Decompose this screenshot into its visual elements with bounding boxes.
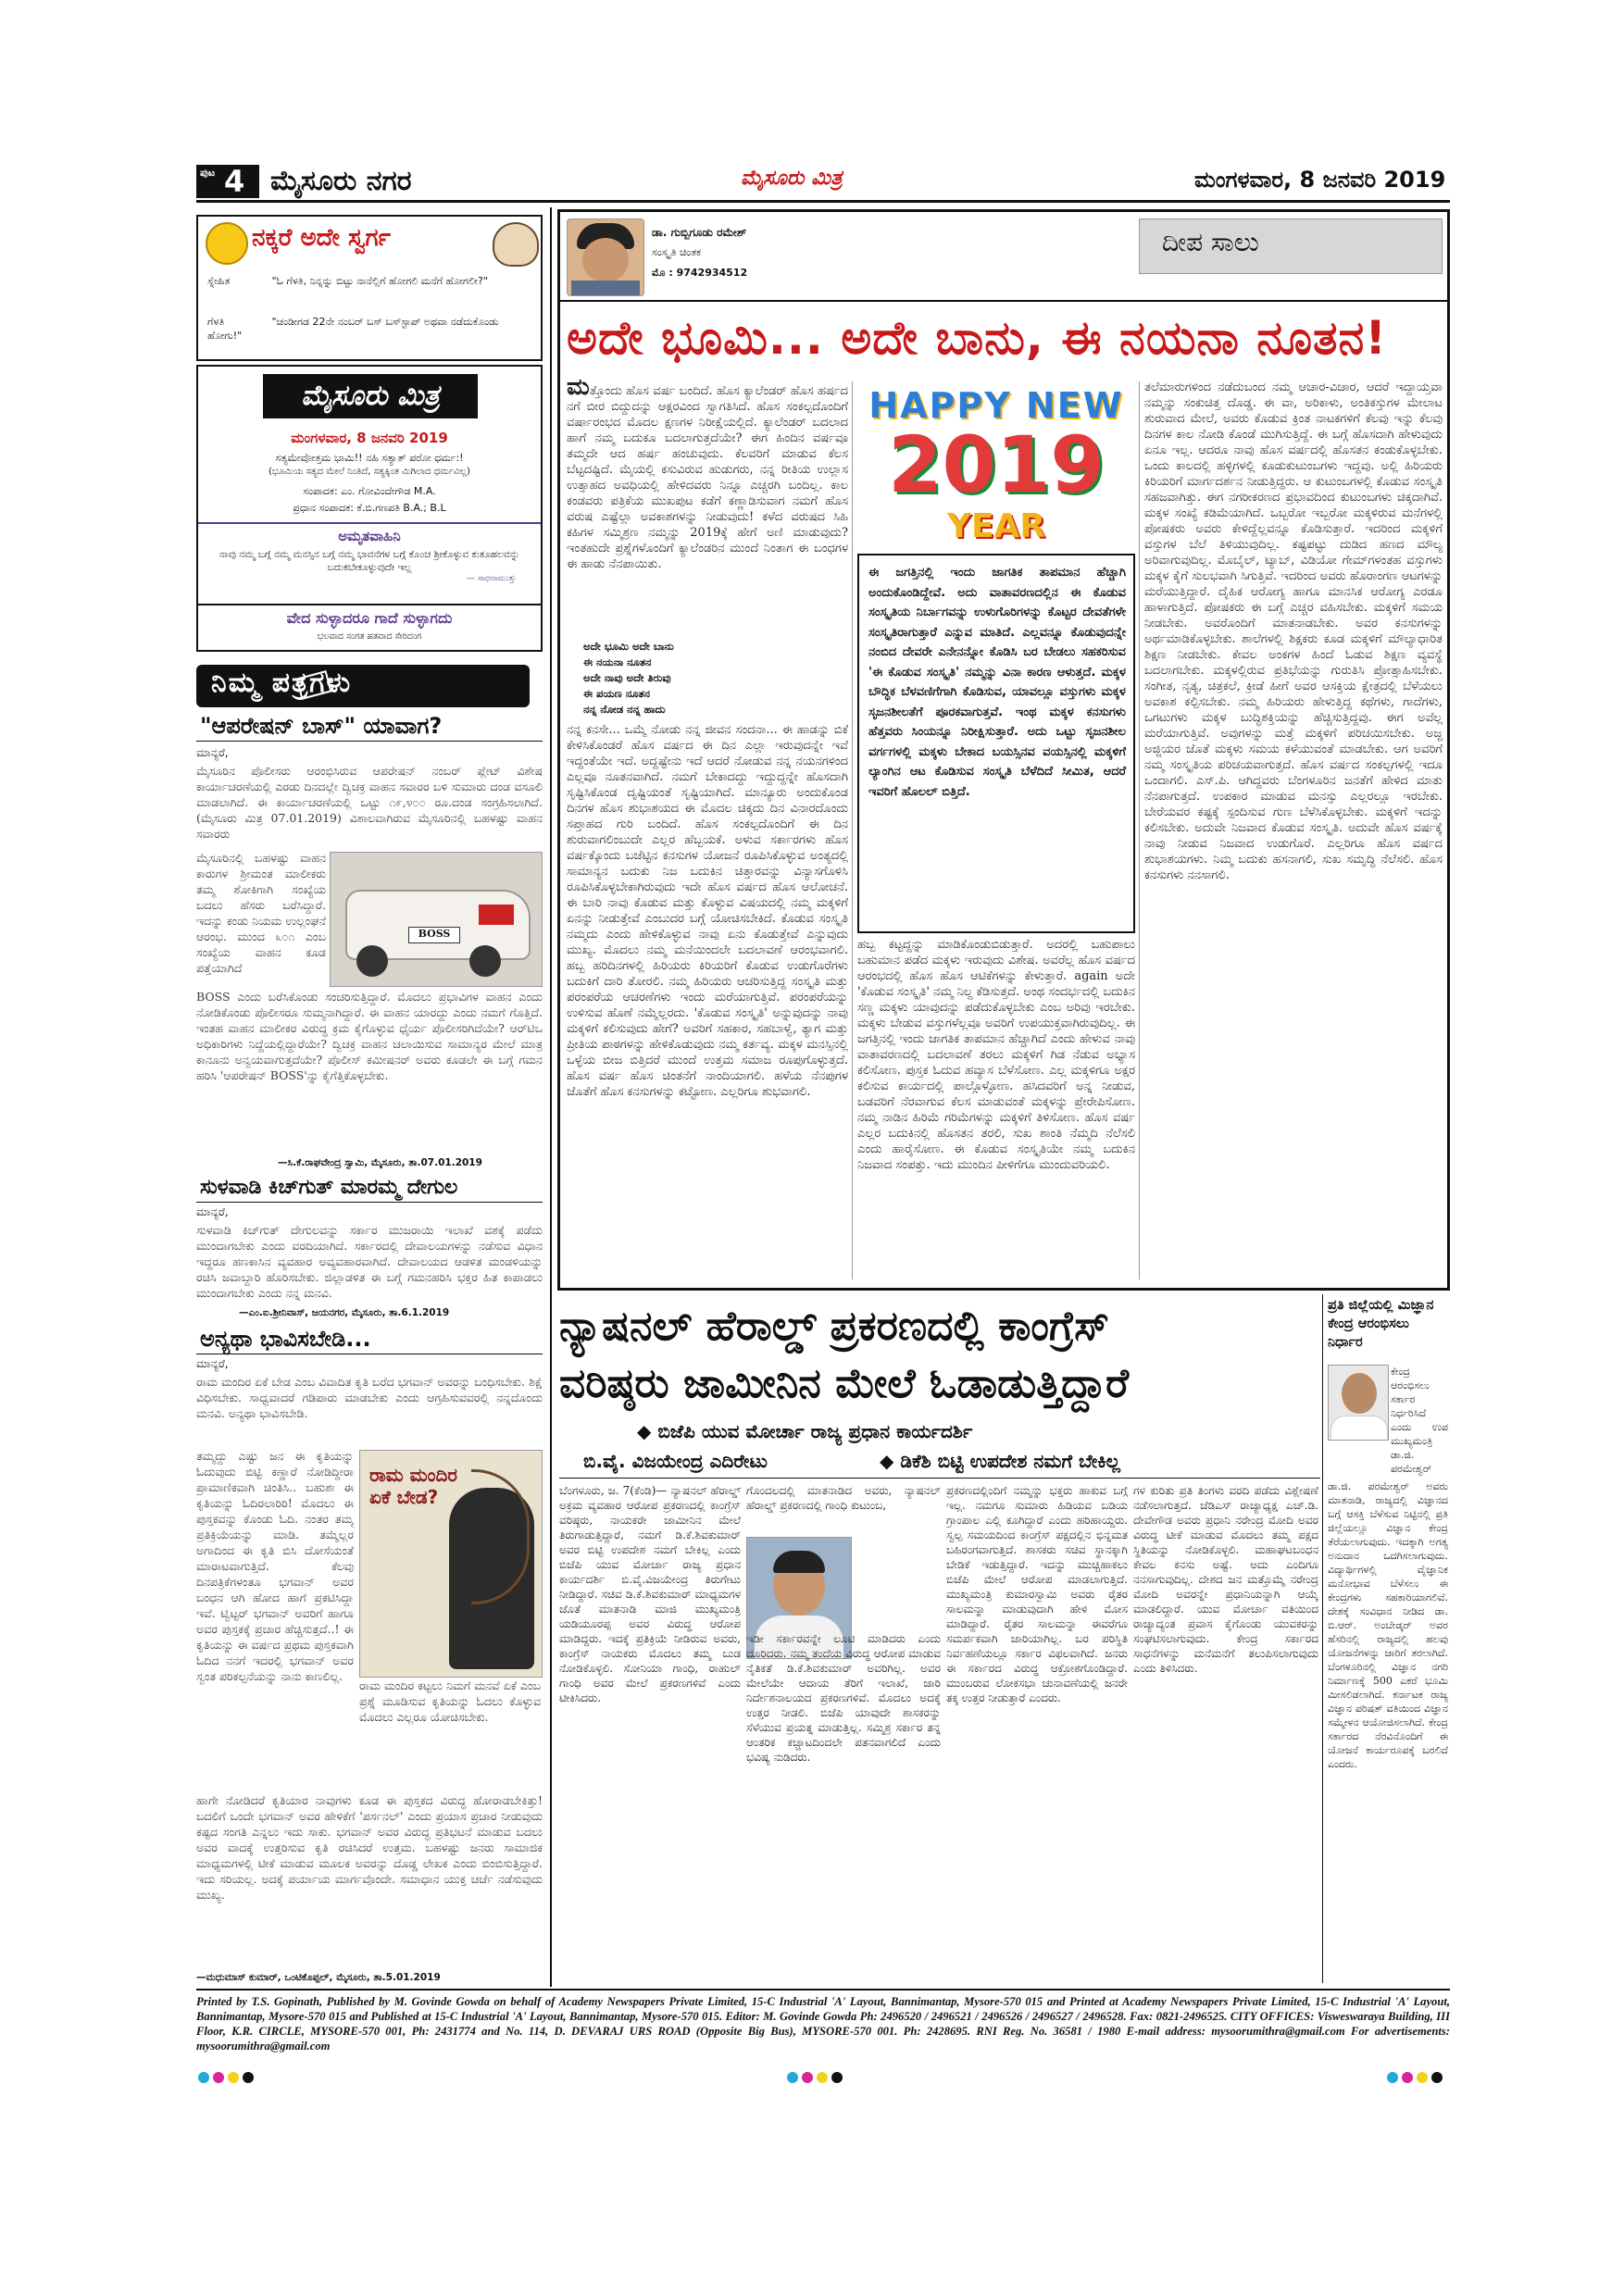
herald-headline-1: ನ್ಯಾಷನಲ್ ಹೆರಾಲ್ಡ್ ಪ್ರಕರಣದಲ್ಲಿ ಕಾಂಗ್ರೆಸ್ [559,1303,1109,1350]
nakkare-who-2: ಗೆಳತಿ [207,316,225,328]
proverb-verse: ವೇದ ಸುಳ್ಳಾದರೂ ಗಾದೆ ಸುಳ್ಳಾಗದು [286,609,453,627]
letter-2-rule [196,1202,543,1203]
nakkare-title: ನಕ್ಕರೆ ಅದೇ ಸ್ವರ್ಗ [252,224,391,252]
footer-imprint: Printed by T.S. Gopinath, Published by M. Govinde Gowda on behalf of Academy Newspapers Private Limited, 15-C Industrial 'A' Layout, Bannimantap, Mysore-570 015 and Printed at Academy Newspapers Private Limited, 15-C Industrial 'A' Layout, Bannimantap, Mysore-570 015 and Published at 15-C Industrial 'A' Layout, Bannimantap, Mysore-570 015. Editor: M. Govinde Gowda Ph: 2496520 / 2496521 / 2496526 / 2496527 / 2496528. Fax: 0821-2496525. CITY OFFICES: Visweswaraya Building, III Floor, K.R. CIRCLE, MYSORE-570 001, Ph: 2431774 and No. 114, D. DEVARAJ URS ROAD (Opposite Big Bus), MYSORE-570 001. Ph: 2428695. RNI Reg. No. 36581 / 1980 E-mail address: mysoorumithra@gmail.com For advertisements: mysoorumithra@gmail.com [196,1995,1450,2053]
imprint-chief-editor: ಪ್ರಧಾನ ಸಂಪಾದಕ: ಕೆ.ಬಿ.ಗಣಪತಿ B.A.; B.L [293,502,446,514]
registration-dot-yellow-right [1417,2072,1428,2083]
car-wheel-left [356,945,388,977]
right-story-body: ಡಾ.ಜಿ. ಪರಮೇಶ್ವರ್ ಅವರು ಮಾತನಾಡಿ, ರಾಜ್ಯದಲ್ಲಿ ವಿಜ್ಞಾನದ ಬಗ್ಗೆ ಆಸಕ್ತಿ ಬೆಳೆಸುವ ನಿಟ್ಟಿನಲ್ಲಿ ಪ್ರತಿ ಜಿಲ್ಲೆಯಲ್ಲೂ ವಿಜ್ಞಾನ ಕೇಂದ್ರ ತೆರೆಯಲಾಗುವುದು. ಇದಕ್ಕಾಗಿ ಅಗತ್ಯ ಅನುದಾನ ಒದಗಿಸಲಾಗುವುದು. ವಿದ್ಯಾರ್ಥಿಗಳಲ್ಲಿ ವೈಜ್ಞಾನಿಕ ಮನೋಭಾವ ಬೆಳೆಸಲು ಈ ಕೇಂದ್ರಗಳು ಸಹಕಾರಿಯಾಗಲಿವೆ. ದೇಶಕ್ಕೆ ಸಂವಿಧಾನ ನೀಡಿದ ಡಾ. ಬಿ.ಆರ್. ಅಂಬೇಡ್ಕರ್ ಅವರ ಹೆಸರಿನಲ್ಲಿ ರಾಜ್ಯದಲ್ಲಿ ಹಲವು ಯೋಜನೆಗಳನ್ನು ಜಾರಿಗೆ ತರಲಾಗಿದೆ. ಬೆಂಗಳೂರಿನಲ್ಲಿ ವಿಜ್ಞಾನ ನಗರಿ ನಿರ್ಮಾಣಕ್ಕೆ 500 ಎಕರೆ ಭೂಮಿ ಮೀಸಲಿಡಲಾಗಿದೆ. ಕರ್ನಾಟಕ ರಾಜ್ಯ ವಿಜ್ಞಾನ ಪರಿಷತ್ ವತಿಯಿಂದ ವಿಜ್ಞಾನ ಸಮ್ಮೇಳನ ಆಯೋಜಿಸಲಾಗಿದೆ. ಕೇಂದ್ರ ಸರ್ಕಾರದ ನೆರವಿನೊಂದಿಗೆ ಈ ಯೋಜನೆ ಕಾರ್ಯರೂಪಕ್ಕೆ ಬರಲಿದೆ ಎಂದರು. [1328,1480,1448,1770]
herald-subhead: ◆ ಬಿಜೆಪಿ ಯುವ ಮೋರ್ಚಾ ರಾಜ್ಯ ಪ್ರಧಾನ ಕಾರ್ಯದರ್ಶಿ [637,1420,973,1442]
herald-col-2: ಗೊಂದಲದಲ್ಲಿ ಮಾತನಾಡಿದ ಅವರು, ನ್ಯಾಷನಲ್ ಹೆರಾಲ್ಡ್ ಪ್ರಕರಣದಲ್ಲಿ ಗಾಂಧಿ ಕುಟುಂಬ, ಇಡೀ ಸರ್ಕಾರವನ್ನೇ ಲೂಟಿ ಮಾಡಿದರು ಎಂದು ದೂರಿದರು. ನಮ್ಮ ತಂದೆಯ ವಿರುದ್ಧ ಆರೋಪ ಮಾಡುವ ನೈತಿಕತೆ ಡಿ.ಕೆ.ಶಿವಕುಮಾರ್ ಅವರಿಗಿಲ್ಲ. ಅವರ ಮೇಲೆಯೇ ಆದಾಯ ತೆರಿಗೆ ಇಲಾಖೆ, ಜಾರಿ ನಿರ್ದೇಶನಾಲಯದ ಪ್ರಕರಣಗಳಿವೆ. ಮೊದಲು ಅದಕ್ಕೆ ಉತ್ತರ ನೀಡಲಿ. ಬಿಜೆಪಿ ಯಾವುದೇ ಶಾಸಕರನ್ನು ಸೆಳೆಯುವ ಪ್ರಯತ್ನ ಮಾಡುತ್ತಿಲ್ಲ. ಸಮ್ಮಿಶ್ರ ಸರ್ಕಾರ ತನ್ನ ಆಂತರಿಕ ಕಚ್ಚಾಟದಿಂದಲೇ ಪತನವಾಗಲಿದೆ ಎಂದು ಭವಿಷ್ಯ ನುಡಿದರು. [746,1484,941,1764]
book-cover-title: ರಾಮ ಮಂದಿರ ಏಕೆ ಬೇಡ? [369,1464,458,1508]
poem-line-4: ಈ ಪಯಣ ನೂತನ [583,687,651,700]
registration-dot-black-left [243,2072,254,2083]
amrutha-title: ಅಮೃತವಾಹಿನಿ [338,528,401,544]
letter-2-body: ಸುಳವಾಡಿ ಕಿಚ್‌ಗುತ್ ದೇಗುಲವನ್ನು ಸರ್ಕಾರ ಮುಜರಾಯಿ ಇಲಾಖೆ ವಶಕ್ಕೆ ಪಡೆದು ಮುಂದಾಗಬೇಕು ಎಂದು ವರದಿಯಾಗಿದೆ. ಸರ್ಕಾರದಲ್ಲಿ ದೇವಾಲಯಗಳನ್ನು ನಡೆಸುವ ವಿಧಾನ ಇದ್ದರೂ ಹಣಕಾಸಿನ ವ್ಯವಹಾರ ಅವ್ಯವಹಾರವಾಗಿದೆ. ದೇವಾಲಯದ ಆಡಳಿತ ಮಂಡಳಿಯನ್ನು ರಚಿಸಿ ಜವಾಬ್ದಾರಿ ಹೊರಿಸಬೇಕು. ಜಿಲ್ಲಾಡಳಿತ ಈ ಬಗ್ಗೆ ಗಮನಹರಿಸಿ ಭಕ್ತರ ಹಿತ ಕಾಪಾಡಲು ಮುಂದಾಗಬೇಕು ಎಂದು ನನ್ನ ಮನವಿ. [196,1223,543,1300]
deepa-pullquote-box [857,554,1135,933]
nakkare-text-1: "ಓ ಗೆಳತಿ, ನಿನ್ನನ್ನು ಬಿಟ್ಟು ನಾನೆಲ್ಲಿಗೆ ಹೋಗಲಿ ಮನೆಗೆ ಹೋಗಲೀ?" [271,275,488,287]
herald-col-3: ಪ್ರಕರಣದಲ್ಲಿಂದಿಗೆ ನಮ್ಮನ್ನು ಭಕ್ತರು ಹಾಕುವ ಬಗ್ಗೆ ಇಲ್ಲ. ನಮಗೂ ಸುಮಾರು ಹಿಡಿಯವ ಬಡಿಯ ಗ್ರಾಂಪಾಲ ಎಲ್ಲಿ ಕೂಗಿದ್ದಾರೆ ಎಂದು ಹರಿಹಾಯ್ದರು. ಸ್ವಲ್ಪ ಸಮಯದಿಂದ ಕಾಂಗ್ರೆಸ್ ಪಕ್ಷದಲ್ಲಿನ ಭಿನ್ನಮತ ಬಹಿರಂಗವಾಗುತ್ತಿದೆ. ಶಾಸಕರು ಸಚಿವ ಸ್ಥಾನಕ್ಕಾಗಿ ಬೇಡಿಕೆ ಇಡುತ್ತಿದ್ದಾರೆ. ಇದನ್ನು ಮುಚ್ಚಿಹಾಕಲು ಬಿಜೆಪಿ ಮೇಲೆ ಆರೋಪ ಮಾಡಲಾಗುತ್ತಿದೆ. ಮುಖ್ಯಮಂತ್ರಿ ಕುಮಾರಸ್ವಾಮಿ ಅವರು ರೈತರ ಸಾಲಮನ್ನಾ ಮಾಡುವುದಾಗಿ ಹೇಳಿ ಮೋಸ ಮಾಡಿದ್ದಾರೆ. ರೈತರ ಸಾಲಮನ್ನಾ ಈವರೆಗೂ ಸಮರ್ಪಕವಾಗಿ ಜಾರಿಯಾಗಿಲ್ಲ. ಬರ ಪರಿಸ್ಥಿತಿ ನಿರ್ವಹಣೆಯಲ್ಲೂ ಸರ್ಕಾರ ವಿಫಲವಾಗಿದೆ. ಜನರು ಈ ಸರ್ಕಾರದ ವಿರುದ್ಧ ಆಕ್ರೋಶಗೊಂಡಿದ್ದಾರೆ. ಮುಂಬರುವ ಲೋಕಸಭಾ ಚುನಾವಣೆಯಲ್ಲಿ ಜನರೇ ತಕ್ಕ ಉತ್ತರ ನೀಡುತ್ತಾರೆ ಎಂದರು. [946,1484,1128,1704]
letters-header-text: ನಿಮ್ಮ ಪತ್ರಗಳು [211,667,353,699]
deepa-poem [583,639,674,718]
page-label [196,165,259,198]
author-face [582,238,629,282]
hny-year-word: YEAR [946,507,1046,545]
book-cover-image [359,1450,543,1678]
deepa-col-1: ಮತ್ತೊಂದು ಹೊಸ ವರ್ಷ ಬಂದಿದೆ. ಹೊಸ ಕ್ಯಾಲೆಂಡರ್ ಹೊಸ ಹರ್ಷದ ನಗೆ ಬೀರ ಬಿದ್ದುದನ್ನು ಆಕ್ಷರವಿಂದ ಸ್ವಾಗತಿಸಿದೆ. ಹೊಸ ಸಂಕಲ್ಪದೊಂದಿಗೆ ವರ್ಷಾರಂಭದ ಮೊದಲ ಕ್ಷಣಗಳ ನಿರೀಕ್ಷೆಯಲ್ಲಿದೆ. ಕ್ಯಾಲೆಂಡರ್ ಬದಲಾದ ಹಾಗೆ ನಮ್ಮ ಬದುಕೂ ಬದಲಾಗುತ್ತದೆಯೇ? ಈಗ ಹಿಂದಿನ ವರ್ಷವೂ ತಮ್ಮದೇ ಆದ ಹರ್ಷ ಹಂಚುವುದು. ಕೆಲವರಿಗೆ ಮಾಡುವ ಕೆಲಸ ಬೆಟ್ಟದಷ್ಟಿದೆ. ಮೈಯಲ್ಲಿ ಕಸುವಿರುವ ಹುಡುಗರು, ನನ್ನ ರೀತಿಯ ಉಲ್ಲಾಸ ಉತ್ಸಾಹದ ಅವಧಿಯಲ್ಲಿ ಹೇಳಿದವರು ನಿನ್ನೂ ಎಚ್ಚರಗಿ ಬಂದಿಲ್ಲ. ಕಾಲ ಕಂಡವರು ಪತ್ರಿಕೆಯ ಮುಖಪುಟ ಕಡೆಗೆ ಕಣ್ಣಾಡಿಸುವಾಗ ನಮಗೆ ಹೊಸ ವರುಷ ಎಷ್ಟೆಲ್ಲಾ ಅವಕಾಶಗಳನ್ನು ನೀಡುವುದು! ಕಳೆದ ವರುಷದ ಸಿಹಿ ಕಹಿಗಳ ಸಮ್ಮಿಶ್ರಣ ನಮ್ಮನ್ನು 2019ಕ್ಕೆ ಹೇಗೆ ಅಣಿ ಮಾಡುವುದು? ಇಂತಹುದೇ ಪ್ರಶ್ನೆಗಳೊಂದಿಗೆ ಕ್ಯಾಲೆಂಡರಿನ ಮುಂದೆ ನಿಂತಾಗ ಈ ಬಂಧಗಳ ಈ ಹಾಡು ನೆನಪಾಯಿತು. [567,380,848,571]
laugh-emoji-icon [206,222,248,265]
deepa-col-1b: ನನ್ನ ಕನಸೇ... ಒಮ್ಮೆ ನೋಡು ನನ್ನ ಜೀವನ ಸಂದನಾ... ಈ ಹಾಡನ್ನು ಬಿಕೆ ಕೇಳಿಸಿಕೊಂಡರೆ ಹೊಸ ವರ್ಷದ ಈ ದಿನ ಎಲ್ಲಾ ಇರುವುದನ್ನೇ ಇವೆ ಇದ್ದಂತೆಯೇ ಇದೆ. ಅದ್ದಷ್ಟೇನು ಇದೆ ಆದರೆ ನೋಡುವ ನನ್ನ ನಯನಗಳಿಂದ ಎಲ್ಲವೂ ನೂತನವಾಗಿದೆ. ನಮಗೆ ಬೇಕಾದದ್ದು ಇದ್ದುದ್ದನ್ನೇ ಹೊಸದಾಗಿ ಸೃಷ್ಟಿಸಿಕೊಂಡ ದೃಷ್ಟಿಯಂತೆ ಸೃಷ್ಟಿಯಾಗಿದೆ. ಮಾನ್ಯೂರು ಅಂದುಕೊಂಡ ದಿನಗಳ ಹೊಸ ಶುಭಾಶಯದ ಈ ಮೊದಲ ಚಿಕ್ಕದು ದಿನ ವಿನಾರದೊಂದು ಸಪ್ತಾಹದ ಗುರಿ ಬಂದಿದೆ. ಹೊಸ ಸಂಕಲ್ಪದೊಂದಿಗೆ ಈ ದಿನ ಶುರುವಾಗಲಿಂಬುದೇ ಎಲ್ಲರ ಹೆಬ್ಬಯಕೆ. ಅಳುವ ಸರ್ಕಾರಗಳು ಹೊಸ ವರ್ಷಕ್ಕೊಂದು ಬಜೆಟ್ಟಿನ ಕನಸುಗಳ ಯೋಜನೆ ರೂಪಿಸಿಕೊಳ್ಳುವ ಅಂತ್ಯದಲ್ಲಿ ಸಾಮಾನ್ಯನ ಬದುಕು ನಿಜ ಬದುಕಿನ ಚಿತ್ತಾರವನ್ನು ವಿನ್ಯಾಸಗೊಳಿಸಿ ರೂಪಿಸಿಕೊಳ್ಳಬೇಕಾಗಿರುವುದು ಇದೇ ಹೊಸ ವರ್ಷದ ಹೊಸ ಆಲೋಚನೆ. ಈ ಬಾರಿ ನಾವು ಕೊಡುವ ಮತ್ತು ಕೊಳ್ಳುವ ವಿಷಯದಲ್ಲಿ ನಮ್ಮ ಮಕ್ಕಳಿಗೆ ಏನನ್ನು ನೀಡುತ್ತೇವೆ ಎಂಬುದರ ಬಗ್ಗೆ ಯೋಚಿಸಬೇಕಿದೆ. ಕೊಡುವ ಸಂಸ್ಕೃತಿ ನಮ್ಮದು ಎಂದು ಹೇಳಿಕೊಳ್ಳುವ ನಾವು ಏನು ಕೊಡುತ್ತೇವೆ ಎನ್ನುವುದು ಮುಖ್ಯ. ಮೊದಲು ನಮ್ಮ ಮನೆಯಿಂದಲೇ ಬದಲಾವಣೆ ಆರಂಭವಾಗಲಿ. ಹಬ್ಬ ಹರಿದಿನಗಳಲ್ಲಿ ಹಿರಿಯರು ಕಿರಿಯರಿಗೆ ಕೊಡುವ ಉಡುಗೊರೆಗಳು ಬದುಕಿಗೆ ದಾರಿ ತೋರಲಿ. ನಮ್ಮ ಹಿರಿಯರು ಆಚರಿಸುತ್ತಿದ್ದ ಸಂಸ್ಕೃತಿ ಮತ್ತು ಪರಂಪರೆಯ ಆಚರಣೆಗಳು ಇಂದು ಮರೆಯಾಗುತ್ತಿವೆ. ಪರಂಪರೆಯನ್ನು ಉಳಿಸುವ ಹೊಣೆ ನಮ್ಮೆಲ್ಲರದು. 'ಕೊಡುವ ಸಂಸ್ಕೃತಿ' ಅನ್ನುವುದನ್ನು ನಾವು ಮಕ್ಕಳಿಗೆ ಕಲಿಸುವುದು ಹೇಗೆ? ಅವರಿಗೆ ಸಹಕಾರ, ಸಹಬಾಳ್ವೆ, ತ್ಯಾಗ ಮತ್ತು ಪ್ರೀತಿಯ ಪಾಠಗಳನ್ನು ಹೇಳಿಕೊಡುವುದು ನಮ್ಮ ಕರ್ತವ್ಯ. ಮಕ್ಕಳ ಮನಸ್ಸಿನಲ್ಲಿ ಒಳ್ಳೆಯ ಬೀಜ ಬಿತ್ತಿದರೆ ಮುಂದೆ ಉತ್ತಮ ಸಮಾಜ ರೂಪುಗೊಳ್ಳುತ್ತದೆ. ಹೊಸ ವರ್ಷ ಹೊಸ ಚಿಂತನೆಗೆ ನಾಂದಿಯಾಗಲಿ. ಹಳೆಯ ನೆನಪುಗಳ ಜೊತೆಗೆ ಹೊಸ ಕನಸುಗಳನ್ನು ಕಟ್ಟೋಣ. ಎಲ್ಲರಿಗೂ ಶುಭವಾಗಲಿ. [567,723,848,1099]
deepa-col-divider-2 [1139,381,1140,1279]
letter-1-salute: ಮಾನ್ಯರೆ, [196,746,229,759]
letter-3-body-end: ಹಾಗೇ ನೋಡಿದರೆ ಕೃತಿಯಾರ ನಾವುಗಳು ಕೂಡ ಈ ಪುಸ್ತಕದ ವಿರುದ್ಧ ಹೋರಾಡಬೇಕಿತ್ತು! ಬದಲಿಗೆ ಒಂದೇ ಭಗವಾನ್ ಅವರ ಹೇಳಿಕೆಗೆ 'ಪರ್ಸನಲ್' ಎಂದು ಪ್ರಯಾಸ ಪ್ರಚಾರ ನೀಡುವುದು ಕಷ್ಟದ ಸಂಗತಿ ಎನ್ನಲು ಇದು ಸಾಕು. ಭಗವಾನ್ ಅವರ ವಿರುದ್ಧ ಪ್ರತಿಭಟನೆ ಮಾಡುವ ಬದಲು ಅವರ ವಾದಕ್ಕೆ ಉತ್ತರಿಸುವ ಕೃತಿ ರಚಿಸಿದರೆ ಉತ್ತಮ. ಬಹಳಷ್ಟು ಜನರು ಸಾಮಾಜಿಕ ಮಾಧ್ಯಮಗಳಲ್ಲಿ ಟೀಕೆ ಮಾಡುವ ಮೂಲಕ ಅವರನ್ನು ದೊಡ್ಡ ಲೇಖಕ ಎಂದು ಬಿಂಬಿಸುತ್ತಿದ್ದಾರೆ. ಇದು ಸರಿಯಲ್ಲ. ಅದಕ್ಕೆ ಪರ್ಯಾಯ ಮಾರ್ಗವೊಂದೇ. ಸಮಾಧಾನ ಯುಕ್ತ ಚರ್ಚೆ ನಡೆಸುವುದು ಮುಖ್ಯ. [196,1793,543,1902]
registration-dot-black-mid [831,2072,843,2083]
letter-2-salute: ಮಾನ್ಯರೆ, [196,1205,229,1218]
author-shirt [571,281,640,296]
imprint-divider [198,522,541,524]
cartoon-face-icon [493,222,539,267]
deepa-col-divider-1 [852,381,853,1279]
author-role: ಸಂಸ್ಕೃತಿ ಚಿಂತಕ [652,246,701,258]
deepa-col-3: ತಲೆಮಾರುಗಳಿಂದ ನಡೆದುಬಂದ ನಮ್ಮ ಆಚಾರ-ವಿಚಾರ, ಆದರೆ ಇದ್ದಾಯ್ತವಾ ನಮ್ಮನ್ನು ಸಂಕುಚಿತ್ತ ದೊಡ್ಡ. ಈ ವಾ, ಅರಿಕಾಳು, ಅಂತಿಕಸ್ತುಗಳ ಮೇಲಾಟ ಶುರುವಾದ ಮೇಲೆ, ಅವರು ಕೊಡುವ ಕ್ರಿಂತ ನಾಟಕಗಳಿಗೆ ಕೆಲವು ಇನ್ನು ಕೆಲವು ದಿನಗಳ ಕಾಲ ನೋಡಿ ಕೊಂಡೆ ಮುಗಿಸುತ್ತಿದ್ದೆ. ಈ ಬಗ್ಗೆ ಹೊಸದಾಗಿ ಹೇಳುವುದು ಏನೂ ಇಲ್ಲ. ಆದರೂ ನಾವು ಹೊಸ ವರ್ಷದಲ್ಲಿ ಹೊಸತನ ಕಂಡುಕೊಳ್ಳಬೇಕು. ಒಂದು ಕಾಲದಲ್ಲಿ ಹಳ್ಳಿಗಳಲ್ಲಿ ಕೂಡುಕುಟುಂಬಗಳು ಇದ್ದವು. ಅಲ್ಲಿ ಹಿರಿಯರು ಕಿರಿಯರಿಗೆ ಮಾರ್ಗದರ್ಶನ ನೀಡುತ್ತಿದ್ದರು. ಆ ಕುಟುಂಬಗಳಲ್ಲಿ ಕೊಡುವ ಸಂಸ್ಕೃತಿ ಸಹಜವಾಗಿತ್ತು. ಈಗ ನಗರೀಕರಣದ ಪ್ರಭಾವದಿಂದ ಕುಟುಂಬಗಳು ಚಿಕ್ಕದಾಗಿವೆ. ಮಕ್ಕಳ ಸಂಖ್ಯೆ ಕಡಿಮೆಯಾಗಿದೆ. ಒಬ್ಬರೋ ಇಬ್ಬರೋ ಮಕ್ಕಳಿರುವ ಮನೆಗಳಲ್ಲಿ ಪೋಷಕರು ಅವರು ಕೇಳಿದ್ದೆಲ್ಲವನ್ನೂ ಕೊಡಿಸುತ್ತಾರೆ. ಇದರಿಂದ ಮಕ್ಕಳಿಗೆ ವಸ್ತುಗಳ ಬೆಲೆ ತಿಳಿಯುವುದಿಲ್ಲ. ಕಷ್ಟಪಟ್ಟು ದುಡಿದ ಹಣದ ಮೌಲ್ಯ ಅರಿವಾಗುವುದಿಲ್ಲ. ಮೊಬೈಲ್, ಟ್ಯಾಬ್, ವಿಡಿಯೋ ಗೇಮ್‌ಗಳಂತಹ ವಸ್ತುಗಳು ಮಕ್ಕಳ ಕೈಗೆ ಸುಲಭವಾಗಿ ಸಿಗುತ್ತಿವೆ. ಇದರಿಂದ ಅವರು ಹೊರಾಂಗಣ ಆಟಗಳನ್ನು ಮರೆಯುತ್ತಿದ್ದಾರೆ. ದೈಹಿಕ ಆರೋಗ್ಯ ಹಾಗೂ ಮಾನಸಿಕ ಆರೋಗ್ಯ ಎರಡೂ ಹಾಳಾಗುತ್ತಿದೆ. ಪೋಷಕರು ಈ ಬಗ್ಗೆ ಎಚ್ಚರ ವಹಿಸಬೇಕು. ಮಕ್ಕಳಿಗೆ ಸಮಯ ನೀಡಬೇಕು. ಅವರೊಂದಿಗೆ ಮಾತನಾಡಬೇಕು. ಅವರ ಕನಸುಗಳನ್ನು ಅರ್ಥಮಾಡಿಕೊಳ್ಳಬೇಕು. ಶಾಲೆಗಳಲ್ಲಿ ಶಿಕ್ಷಕರು ಕೂಡ ಮಕ್ಕಳಿಗೆ ಮೌಲ್ಯಾಧಾರಿತ ಶಿಕ್ಷಣ ನೀಡಬೇಕು. ಕೇವಲ ಅಂಕಗಳ ಹಿಂದೆ ಓಡುವ ಶಿಕ್ಷಣ ವ್ಯವಸ್ಥೆ ಬದಲಾಗಬೇಕು. ಮಕ್ಕಳಲ್ಲಿರುವ ಪ್ರತಿಭೆಯನ್ನು ಗುರುತಿಸಿ ಪ್ರೋತ್ಸಾಹಿಸಬೇಕು. ಸಂಗೀತ, ನೃತ್ಯ, ಚಿತ್ರಕಲೆ, ಕ್ರೀಡೆ ಹೀಗೆ ಅವರ ಆಸಕ್ತಿಯ ಕ್ಷೇತ್ರದಲ್ಲಿ ಬೆಳೆಯಲು ಅವಕಾಶ ಕಲ್ಪಿಸಬೇಕು. ನಮ್ಮ ಹಿರಿಯರು ಹೇಳುತ್ತಿದ್ದ ಕಥೆಗಳು, ಗಾದೆಗಳು, ಒಗಟುಗಳು ಮಕ್ಕಳ ಬುದ್ಧಿಶಕ್ತಿಯನ್ನು ಹೆಚ್ಚಿಸುತ್ತಿದ್ದವು. ಈಗ ಅವೆಲ್ಲ ಮರೆಯಾಗುತ್ತಿವೆ. ಅವುಗಳನ್ನು ಮತ್ತೆ ಮಕ್ಕಳಿಗೆ ಪರಿಚಯಿಸಬೇಕು. ಅಜ್ಜ ಅಜ್ಜಿಯರ ಜೊತೆ ಮಕ್ಕಳು ಸಮಯ ಕಳೆಯುವಂತೆ ಮಾಡಬೇಕು. ಆಗ ಅವರಿಗೆ ನಮ್ಮ ಸಂಸ್ಕೃತಿಯ ಪರಿಚಯವಾಗುತ್ತದೆ. ಹೊಸ ವರ್ಷದ ಸಂಕಲ್ಪಗಳಲ್ಲಿ ಇದೂ ಒಂದಾಗಲಿ. ಎಸ್.ಪಿ. ಆಗಿದ್ದವರು ಬೆಂಗಳೂರಿನ ಜನತೆಗೆ ಹೇಳಿದ ಮಾತು ನೆನಪಾಗುತ್ತದೆ. ಉಪಕಾರ ಮಾಡುವ ಮನಸ್ಸು ಎಲ್ಲರಲ್ಲೂ ಇರಬೇಕು. ಬೇರೆಯವರ ಕಷ್ಟಕ್ಕೆ ಸ್ಪಂದಿಸುವ ಗುಣ ಬೆಳೆಸಿಕೊಳ್ಳಬೇಕು. ಮಕ್ಕಳಿಗೆ ಇದನ್ನು ಕಲಿಸಬೇಕು. ಅದುವೇ ನಿಜವಾದ ಕೊಡುವ ಸಂಸ್ಕೃತಿ. ಅದುವೇ ಹೊಸ ವರ್ಷಕ್ಕೆ ನಾವು ನೀಡುವ ನಿಜವಾದ ಉಡುಗೊರೆ. ಎಲ್ಲರಿಗೂ ಹೊಸ ವರ್ಷದ ಶುಭಾಶಯಗಳು. ನಿಮ್ಮ ಬದುಕು ಹಸನಾಗಲಿ, ಸುಖ ಸಮೃದ್ಧಿ ನೆಲೆಸಲಿ. ಹೊಸ ಕನಸುಗಳು ನನಸಾಗಲಿ. [1144,381,1443,882]
letter-3-body-top: ರಾಮ ಮಂದಿರ ಏಕೆ ಬೇಡ ಎಂಬ ವಿವಾದಿತ ಕೃತಿ ಬರೆದ ಭಗವಾನ್ ಅವರನ್ನು ಬಂಧಿಸಬೇಕು. ಶಿಕ್ಷೆ ವಿಧಿಸಬೇಕು. ಸಾಧ್ವವಾದರೆ ಗಡಿಪಾರು ಮಾಡಬೇಕು ಎಂದು ಆಗ್ರಹಿಸುವವರಲ್ಲಿ ನನ್ನದೊಂದು ಮನವಿ. ಅನ್ಯಥಾ ಭಾವಿಸಬೇಡಿ. [196,1375,543,1420]
column-name: ದೀಪ ಸಾಲು [1162,227,1259,257]
poem-line-5: ನನ್ನ ನೋಡ ನನ್ನ ಹಾದು [583,703,666,716]
footer-rule [196,1989,1450,1990]
registration-dot-cyan-left [198,2072,209,2083]
parameshwara-shirt [1330,1416,1388,1441]
right-story-side: ಕೇಂದ್ರ ಆರಂಭಿಸಲು ಸರ್ಕಾರ ನಿರ್ಧರಿಸಿದೆ ಎಂದು ಉಪ ಮುಖ್ಯಮಂತ್ರಿ ಡಾ.ಜಿ. ಪರಮೇಶ್ವರ್ [1391,1366,1448,1475]
right-story-headline: ಪ್ರತಿ ಜಿಲ್ಲೆಯಲ್ಲಿ ಮಿಜ್ಞಾನ ಕೇಂದ್ರ ಆರಂಭಿಸಲು ನಿರ್ಧಾರ [1328,1298,1434,1350]
letter-3-salute: ಮಾನ್ಯರೆ, [196,1357,229,1370]
letter-3-title: ಅನ್ಯಥಾ ಭಾವಿಸಬೇಡಿ... [200,1326,371,1352]
imprint-motto-2: (ಭೂಮಿಯ ಸತ್ಯದ ಮೇಲೆ ನಿಂತಿದೆ, ಸತ್ಯಕ್ಕಿಂತ ಮಿಗಿಲಾದ ಧರ್ಮವಿಲ್ಲ) [269,467,470,477]
registration-dot-magenta-mid [802,2072,813,2083]
registration-dot-magenta-right [1402,2072,1413,2083]
nakkare-who-1: ಸ್ನೇಹಿತ [207,275,231,287]
herald-col-1: ಬೆಂಗಳೂರು, ಜ. 7(ಕೆಂಡಿ)— ನ್ಯಾಷನಲ್ ಹೆರಾಲ್ಡ್ ಅಕ್ರಮ ವ್ಯವಹಾರ ಆರೋಪ ಪ್ರಕರಣದಲ್ಲಿ ಕಾಂಗ್ರೆಸ್ ವರಿಷ್ಠರು, ನಾಯಕರೇ ಜಾಮೀನಿನ ಮೇಲೆ ತಿರುಗಾಡುತ್ತಿದ್ದಾರೆ, ನಮಗೆ ಡಿ.ಕೆ.ಶಿವಕುಮಾರ್ ಅವರ ಬಿಟ್ಟಿ ಉಪದೇಶ ನಮಗೆ ಬೇಕಿಲ್ಲ ಎಂದು ಬಿಜೆಪಿ ಯುವ ಮೋರ್ಚಾ ರಾಜ್ಯ ಪ್ರಧಾನ ಕಾರ್ಯದರ್ಶಿ ಬಿ.ವೈ.ವಿಜಯೇಂದ್ರ ತಿರುಗೇಟು ನೀಡಿದ್ದಾರೆ. ಸಚಿವ ಡಿ.ಕೆ.ಶಿವಕುಮಾರ್ ಮಾಧ್ಯಮಗಳ ಜೊತೆ ಮಾತನಾಡಿ ಮಾಜಿ ಮುಖ್ಯಮಂತ್ರಿ ಯಡಿಯೂರಪ್ಪ ಅವರ ವಿರುದ್ಧ ಆರೋಪ ಮಾಡಿದ್ದರು. ಇದಕ್ಕೆ ಪ್ರತಿಕ್ರಿಯೆ ನೀಡಿರುವ ಅವರು, ಕಾಂಗ್ರೆಸ್ ನಾಯಕರು ಮೊದಲು ತಮ್ಮ ಬುಡ ನೋಡಿಕೊಳ್ಳಲಿ. ಸೋನಿಯಾ ಗಾಂಧಿ, ರಾಹುಲ್ ಗಾಂಧಿ ಅವರ ಮೇಲೆ ಪ್ರಕರಣಗಳಿವೆ ಎಂದು ಟೀಕಿಸಿದರು. [559,1484,741,1704]
page-label-text: ಪುಟ [200,167,216,179]
author-photo [567,218,644,296]
imprint-logo: ಮೈಸೂರು ಮಿತ್ರ [263,374,478,418]
imprint-date: ಮಂಗಳವಾರ, 8 ಜನವರಿ 2019 [291,430,448,446]
letter-2-sign: —ಎಂ.ಐ.ಶ್ರೀನಿವಾಸ್, ಜಯನಗರ, ಮೈಸೂರು, ತಾ.6.1.2019 [239,1307,450,1318]
letter-3-sign: —ಮಧುಮಾಸ್ ಕುಮಾರ್, ಒಂಟಿಕೊಪ್ಪಲ್, ಮೈಸೂರು, ತಾ.5.01.2019 [196,1972,441,1983]
letter-1-sign: —ಸಿ.ಕೆ.ರಾಘವೇಂದ್ರ ಸ್ವಾಮಿ, ಮೈಸೂರು, ತಾ.07.01.2019 [278,1157,482,1168]
letter-1-title: "ಆಪರೇಷನ್ ಬಾಸ್" ಯಾವಾಗ? [200,713,443,739]
herald-right-divider [1322,1294,1323,1983]
happy-new-year-graphic [857,383,1135,548]
amrutha-quote: ನಾವು ನಮ್ಮ ಬಗ್ಗೆ ನಮ್ಮ ಮನಸ್ಸಿನ ಬಗ್ಗೆ ನಮ್ಮ ಭಾವನೆಗಳ ಬಗ್ಗೆ ಕೊಂಚ ಶ್ರೀಕೊಳ್ಳುವ ಕುತೂಹಲವನ್ನು ಬದುಕಬೇಕೂಳ್ಳುವುದೇ ಇಲ್ಲ [219,549,520,573]
herald-col-4: ಗಳ ಕುರಿತು ಪ್ರತಿ ತಿಂಗಳು ವರದಿ ಪಡೆದು ವಿಶ್ಲೇಷಣೆ ನಡೆಸಲಾಗುತ್ತದೆ. ಜೆಡಿಎಸ್ ರಾಜ್ಯಾಧ್ಯಕ್ಷ ಎಚ್.ಡಿ. ದೇವೇಗೌಡ ಅವರು ಪ್ರಧಾನಿ ನರೇಂದ್ರ ಮೋದಿ ಅವರ ವಿರುದ್ಧ ಟೀಕೆ ಮಾಡುವ ಮೊದಲು ತಮ್ಮ ಪಕ್ಷದ ಸ್ಥಿತಿಯನ್ನು ನೋಡಿಕೊಳ್ಳಲಿ. ಮಹಾಘಟಬಂಧನ ಕೇವಲ ಕನಸು ಅಷ್ಟೆ. ಅದು ಎಂದಿಗೂ ನನಸಾಗುವುದಿಲ್ಲ. ದೇಶದ ಜನ ಮತ್ತೊಮ್ಮೆ ನರೇಂದ್ರ ಮೋದಿ ಅವರನ್ನೇ ಪ್ರಧಾನಿಯನ್ನಾಗಿ ಆಯ್ಕೆ ಮಾಡಲಿದ್ದಾರೆ. ಯುವ ಮೋರ್ಚಾ ವತಿಯಿಂದ ರಾಜ್ಯಾದ್ಯಂತ ಪ್ರವಾಸ ಕೈಗೊಂಡು ಯುವಕರನ್ನು ಸಂಘಟಿಸಲಾಗುವುದು. ಕೇಂದ್ರ ಸರ್ಕಾರದ ಸಾಧನೆಗಳನ್ನು ಮನೆಮನೆಗೆ ತಲುಪಿಸಲಾಗುವುದು ಎಂದು ತಿಳಿಸಿದರು. [1133,1484,1318,1675]
registration-dot-yellow-mid [817,2072,828,2083]
deepa-col-2: ಹಬ್ಬ ಕಟ್ಟದ್ದನ್ನು ಮಾಡಿಕೊಂಡುಬಿಡುತ್ತಾರೆ. ಅದರಲ್ಲಿ ಬಹುಪಾಲು ಬಹುಮಾನ ಪಡೆದ ಮಕ್ಕಳು ಇರುವುದು ವಿಶೇಷ. ಅವರೆಲ್ಲ ಹೊಸ ವರ್ಷದ ಆರಂಭದಲ್ಲಿ ಹೊಸ ಹೊಸ ಆಟಿಕೆಗಳನ್ನು ಕೇಳುತ್ತಾರೆ. again ಅದೇ 'ಕೊಡುವ ಸಂಸ್ಕೃತಿ' ನಮ್ಮ ನಿಲ್ದ ಕೆಡಿಸುತ್ತದೆ. ಅಂಥ ಸಂದರ್ಭದಲ್ಲಿ ಬದುಕಿನ ಸಣ್ಣ ಮಕ್ಕಳು ಯಾವುದನ್ನು ಪಡೆದುಕೊಳ್ಳಬೇಕು ಎಂಬ ಅರಿವು ಇರಬೇಕು. ಮಕ್ಕಳು ಬೇಡುವ ವಸ್ತುಗಳೆಲ್ಲವೂ ಅವರಿಗೆ ಉಪಯುಕ್ತವಾಗಿರುವುದಿಲ್ಲ. ಈ ಜಗತ್ತಿನಲ್ಲಿ ಇಂದು ಜಾಗತಿಕ ತಾಪಮಾನ ಹೆಚ್ಚಾಗಿದೆ ಎಂದು ಹೇಳುವ ನಾವು ವಾತಾವರಣದಲ್ಲಿ ಬದಲಾವಣೆ ತರಲು ಮಕ್ಕಳಿಗೆ ಗಿಡ ನೆಡುವ ಅಭ್ಯಾಸ ಕಲಿಸೋಣ. ಪುಸ್ತಕ ಓದುವ ಹವ್ಯಾಸ ಬೆಳೆಸೋಣ. ಎಲ್ಲ ಮಕ್ಕಳಿಗೂ ಅಕ್ಷರ ಕಲಿಸುವ ಕಾರ್ಯದಲ್ಲಿ ಪಾಲ್ಗೊಳ್ಳೋಣ. ಹಸಿದವರಿಗೆ ಅನ್ನ ನೀಡುವ, ಬಡವರಿಗೆ ನೆರವಾಗುವ ಕೆಲಸ ಮಾಡುವಂತೆ ಮಕ್ಕಳನ್ನು ಪ್ರೇರೇಪಿಸೋಣ. ನಮ್ಮ ನಾಡಿನ ಹಿರಿಮೆ ಗರಿಮೆಗಳನ್ನು ಮಕ್ಕಳಿಗೆ ತಿಳಿಸೋಣ. ಹೊಸ ವರ್ಷ ಎಲ್ಲರ ಬದುಕಿನಲ್ಲಿ ಹೊಸತನ ತರಲಿ, ಸುಖ ಶಾಂತಿ ನೆಮ್ಮದಿ ನೆಲೆಸಲಿ ಎಂದು ಹಾರೈಸೋಣ. ಈ ಕೊಡುವ ಸಂಸ್ಕೃತಿಯೇ ನಮ್ಮ ಬದುಕಿನ ನಿಜವಾದ ಸಂಪತ್ತು. ಇದು ಮುಂದಿನ ಪೀಳಿಗೆಗೂ ಮುಂದುವರಿಯಲಿ. [857,938,1135,1172]
letter-1-body-side: ಮೈಸೂರಿನಲ್ಲಿ ಬಹಳಷ್ಟು ವಾಹನ ಕಾರುಗಳ ಶ್ರೀಮಂತ ಮಾಲೀಕರು ತಮ್ಮ ಶೋಕಿಗಾಗಿ ಸಂಖ್ಯೆಯ ಬದಲು ಹೆಸರು ಬರೆಸಿದ್ದಾರೆ. ಇದನ್ನು ಕಂಡು ನಿಯಮ ಉಲ್ಲಂಘನೆ ಆರಂಭ. ಮುಂದ ೩೦೧ ಎಂಬ ಸಂಖ್ಯೆಯ ವಾಹನ ಕೂಡ ಪತ್ತೆಯಾಗಿದೆ [196,851,326,975]
letter-1-body-bottom: BOSS ಎಂದು ಬರೆಸಿಕೊಂಡು ಸಂಚರಿಸುತ್ತಿದ್ದಾರೆ. ಮೊದಲು ಪ್ರಭಾವಿಗಳ ವಾಹನ ಎಂದು ನೋಡಿಕೊಂಡು ಪೊಲೀಸರೂ ಸುಮ್ಮನಾಗಿದ್ದಾರೆ. ಈ ವಾಹನ ಯಾರದ್ದು ಎಂದು ನಮಗೆ ಗೊತ್ತಿದೆ. ಇಂತಹ ವಾಹನ ಮಾಲೀಕರ ವಿರುದ್ಧ ಕ್ರಮ ಕೈಗೊಳ್ಳುವ ಧೈರ್ಯ ಪೊಲೀಸರಿಗಿದೆಯೇ? ಆರ್‌ಟಿಒ ಅಧಿಕಾರಿಗಳು ನಿದ್ದೆಯಲ್ಲಿದ್ದಾರೆಯೇ? ದ್ವಿಚಕ್ರ ವಾಹನ ಚಲಾಯಿಸುವ ಸಾಮಾನ್ಯರ ಮೇಲೆ ಮಾತ್ರ ಕಾನೂನು ಅನ್ವಯವಾಗುತ್ತದೆಯೇ? ಪೊಲೀಸ್ ಕಮೀಷನರ್ ಅವರು ಕೂಡಲೇ ಈ ಬಗ್ಗೆ ಗಮನ ಹರಿಸಿ 'ಆಪರೇಷನ್ BOSS'ನ್ನು ಕೈಗೆತ್ತಿಕೊಳ್ಳಬೇಕು. [196,990,543,1082]
section-title: ಮೈಸೂರು ನಗರ [270,165,412,197]
left-column-separator [550,207,552,1987]
car-tail-light [479,905,514,925]
poem-line-2: ಈ ನಯನಾ ನೂತನ [583,655,652,668]
registration-dot-cyan-mid [787,2072,798,2083]
herald-rule [559,1478,1320,1479]
author-mobile: ಮೊ : 9742934512 [652,267,748,279]
herald-subhead-2a: ಬಿ.ವೈ. ವಿಜಯೇಂದ್ರ ಎದಿರೇಟು [583,1450,768,1472]
proverb-note: ಭಲವಾದ ಸಂಗತ ಹತವಾದ ಸೇರಿದಂಗ [317,631,422,642]
column-name-banner [1139,218,1443,274]
registration-dot-magenta-left [213,2072,224,2083]
registration-dot-black-right [1431,2072,1443,2083]
proverb-box [196,605,543,652]
nakkare-row-1 [207,274,535,288]
letters-header [196,665,530,707]
car-wheel-right [469,945,501,977]
hny-happy-new: HAPPY NEW [868,385,1124,426]
hny-year-number: 2019 [888,419,1105,510]
letter-2-title: ಸುಳವಾಡಿ ಕಿಚ್‌ಗುತ್ ಮಾರಮ್ಮ ದೇಗುಲ [200,1176,458,1199]
registration-dot-cyan-right [1387,2072,1398,2083]
letter-3-body-side: ತಮ್ಮದ್ದು ಎಷ್ಟು ಜನ ಈ ಕೃತಿಯನ್ನು ಓದುವುದು ಬಿಟ್ಟಿ ಕಣ್ಣಾರೆ ನೋಡಿದ್ದೀರಾ ಪ್ರಾಮಾಣಿಕವಾಗಿ ಚಿಂತಿಸಿ.. ಬಹುಶಃ ಈ ಕೃತಿಯನ್ನು ಓದಿರಲಾರಿರಿ! ಮೊದಲು ಈ ಪುಸ್ತಕವನ್ನು ಕೊಂಡು ಓದಿ. ನಂತರ ತಮ್ಮ ಪ್ರತಿಕ್ರಿಯೆಯನ್ನು ಮಾಡಿ. ತಮ್ಮೆಲ್ಲರ ಅಗಾದಿಂದ ಈ ಕೃತಿ ಬಿಸಿ ದೋಸೆಯಂತೆ ಮಾರಾಟವಾಗುತ್ತಿದೆ. ಕೆಲವು ದಿನಪತ್ರಿಕೆಗಳಂತೂ ಭಗವಾನ್ ಅವರ ಬಂಧನ ಆಗಿ ಹೋದ ಹಾಗೆ ಪ್ರಕಟಿಸಿದ್ದಾ ಇವೆ. ಟ್ವಿಟ್ಟರ್ ಭಗವಾನ್ ಅವರಿಗೆ ಹಾಗೂ ಅವರ ಪುಸ್ತಕಕ್ಕೆ ಪ್ರಚಾರ ಹೆಚ್ಚಿಸುತ್ತದೆ..! ಈ ಕೃತಿಯನ್ನು ಈ ವರ್ಷದ ಪ್ರಥಮ ಪುಸ್ತಕವಾಗಿ ಓದಿದ ನನಗೆ ಇದರಲ್ಲಿ ಭಗವಾನ್ ಅವರ ಸ್ವಂತ ಪರಿಕಲ್ಪನೆಯನ್ನು ನಾನು ಕಾಣಲಿಲ್ಲ. [196,1449,354,1683]
deepa-pullquote: ಈ ಜಗತ್ತಿನಲ್ಲಿ ಇಂದು ಜಾಗತಿಕ ತಾಪಮಾನ ಹೆಚ್ಚಾಗಿ ಅಂದುಕೊಂಡಿದ್ದೇವೆ. ಅದು ವಾತಾವರಣದಲ್ಲಿನ ಈ ಕೊಡುವ ಸಂಸ್ಕೃತಿಯ ನಿರ್ಬಾಗವನ್ನು ಉಳುಗೊರಿಗಳನ್ನು ಕೊಟ್ಟರ ದೇವತೆಗಳೇ ಸಂಸ್ಕೃತಿರಾಗುತ್ತಾರೆ ಎನ್ನುವ ಮಾತಿದೆ. ಎಲ್ಲವನ್ನೂ ಕೊಡುವುದನ್ನೇ ನಂಬಿದ ದೇವರೇ ಎನೇನನ್ನೋ ಕೊಡಿಸಿ ಬರ ಬೇಡಲು ಸಹಕರಿಸುವ 'ಈ ಕೊಡುವ ಸಂಸ್ಕೃತಿ' ನಮ್ಮನ್ನು ವಿನಾ ಕಾರಣ ಆಳುತ್ತದೆ. ಮಕ್ಕಳ ಬೌದ್ಧಿಕ ಬೆಳವಣಿಗೆಗಾಗಿ ಕೊಡಿಸುವ, ಯಾವಲ್ಲೂ ವಸ್ತುಗಳು ಮಕ್ಕಳ ಸೃಜನಶೀಲತೆಗೆ ಪೂರಕವಾಗುತ್ತವೆ. ಇಂಥ ಮಕ್ಕಳ ಕನಸುಗಳು ಹೆತ್ತವರು ಸಿಂಯನ್ನೂ ನಿರೀಕ್ಷಿಸುತ್ತಾರೆ. ಅದು ಒಟ್ಟು ಸೃಜನಶೀಲ ವರ್ಗಗಳಲ್ಲಿ ಮಕ್ಕಳು ಬೇಕಾದ ಬಯಸ್ಸಿನವ ವಯಸ್ಸಿನಲ್ಲಿ ಮಕ್ಕಳಿಗೆ ಲ್ಯಾಂಗಿನ ಆಟ ಕೊಡಿಸುವ ಸಂಸ್ಕೃತಿ ಬೆಳೆದಿದೆ ಸೀಮಿತ, ಆದರೆ ಇವರಿಗೆ ಹೊಲಲ್ ಬಿತ್ತಿದೆ. [868,566,1126,799]
registration-dot-yellow-left [228,2072,239,2083]
deepa-head-rule [559,300,1448,302]
parameshwara-photo [1328,1365,1389,1441]
herald-subhead-2b: ◆ ಡಿಕೆಶಿ ಬಿಟ್ಟಿ ಉಪದೇಶ ನಮಗೆ ಬೇಕಿಲ್ಲ [880,1450,1120,1472]
nakkare-box [196,215,543,361]
deepa-headline: ಅದೇ ಭೂಮಿ... ಅದೇ ಬಾನು, ಈ ನಯನಾ ನೂತನ! [567,311,1388,365]
paper-logo: ಮೈಸೂರು ಮಿತ್ರ [741,167,843,190]
imprint-motto-1: ಸತ್ಯಮೇವೋತ್ತಮ ಭಾಮಿ!! ನಹಿ ಸತ್ಯಾತ್ ಪರೋ ಧರ್ಮ:! [275,452,464,464]
car-plate: BOSS [408,927,460,943]
letter-1-rule [196,741,543,742]
nakkare-row-2 [207,315,535,343]
page-number: 4 [224,164,245,199]
boss-car-photo [330,852,543,987]
author-name: ಡಾ. ಗುಬ್ಬಿಗೂಡು ರಮೇಶ್ [652,226,747,239]
poem-line-1: ಅದೇ ಭೂಮಿ ಅದೇ ಬಾನು [583,640,674,653]
parameshwara-face [1342,1373,1377,1414]
masthead-date: ಮಂಗಳವಾರ, 8 ಜನವರಿ 2019 [1194,167,1446,193]
letter-3-body-bottom: ರಾಮ ಮಂದಿರ ಕಟ್ಟಲು ನಿಮಗೆ ಮನವೆ ಏಕೆ ಎಂಬ ಪ್ರಶ್ನೆ ಮೂಡಿಸುವ ಕೃತಿಯನ್ನು ಓದಲು ಕೊಳ್ಳುವ ಮೊದಲು ಎಲ್ಲರೂ ಯೋಚಿಸಬೇಕು. [359,1678,541,1724]
nakkare-text-2: "ಚಂಡೀಗಡ 22ನೇ ನಂಬರ್ ಬಸ್ ಬಸ್‌ಸ್ಟಾಪ್ ಅಥವಾ ನಡೆದುಕೊಂಡು ಹೋಗು!" [207,316,499,342]
masthead-rule [196,200,1450,203]
poem-line-3: ಅದೇ ನಾವು ಅದೇ ತಿರುವು [583,671,671,684]
letter-1-body-top: ಮೈಸೂರಿನ ಪೊಲೀಸರು ಆರಂಭಿಸಿರುವ ಆಪರೇಷನ್ ನಂಬರ್ ಪ್ಲೇಟ್ ವಿಶೇಷ ಕಾರ್ಯಾಚರಣೆಯಲ್ಲಿ ಎರಡು ದಿನದಲ್ಲೇ ದ್ವಿಚಕ್ರ ವಾಹನ ಸವಾರರ ಬಳಿ ಸುಮಾರು ದಂಡ ವಸೂಲಿ ಮಾಡಲಾಗಿದೆ. ಈ ಕಾರ್ಯಾಚರಣೆಯಲ್ಲಿ ಒಟ್ಟು ೧೯,೪೦೦ ರೂ.ದಂಡ ಸಂಗ್ರಹಿಸಲಾಗಿದೆ. (ಮೈಸೂರು ಮಿತ್ರ 07.01.2019) ವಿಶಾಲವಾಗಿರುವ ಮೈಸೂರಿನಲ್ಲಿ ಬಹಳಷ್ಟು ವಾಹನ ಸವಾರರು [196,764,543,841]
amrutha-attribution: — ಸಾಧನಾಮುತ್ತು [467,574,517,583]
herald-headline-2: ವರಿಷ್ಠರು ಜಾಮೀನಿನ ಮೇಲೆ ಓಡಾಡುತ್ತಿದ್ದಾರೆ [559,1360,1130,1407]
imprint-editor: ಸಂಪಾದಕ: ಎಂ. ಗೋವಿಂದೇಗೌಡ M.A. [303,485,436,497]
imprint-box [196,365,543,605]
